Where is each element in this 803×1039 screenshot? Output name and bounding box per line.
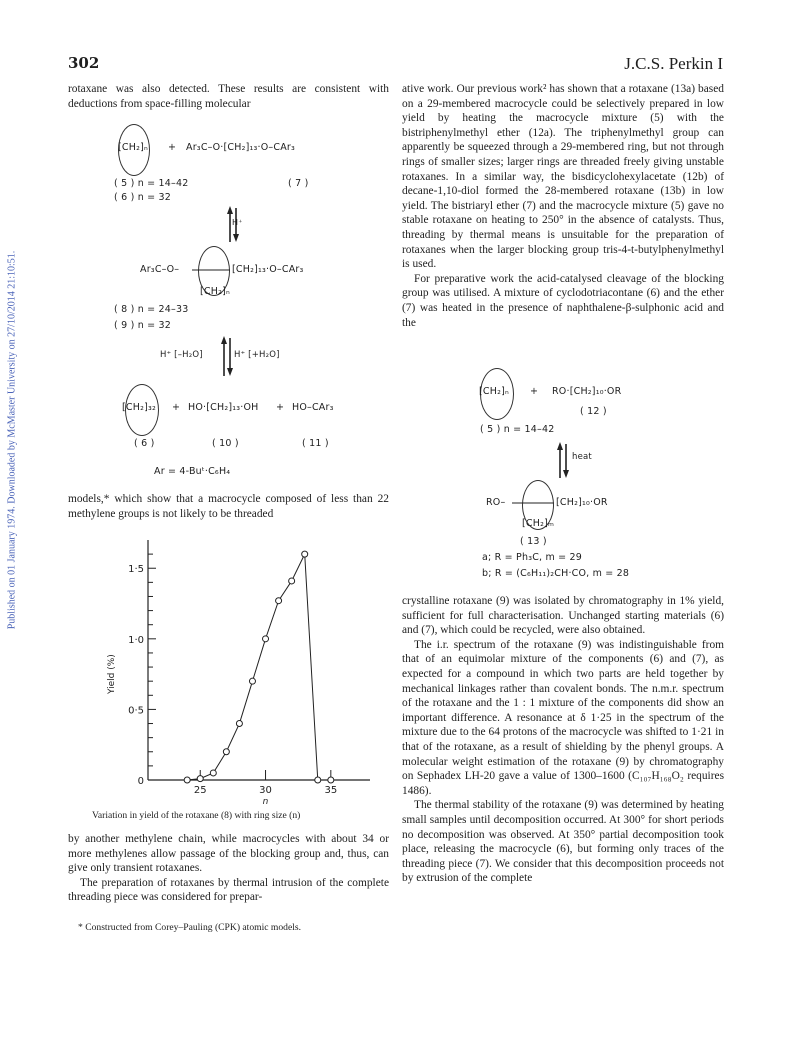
compound-5-label: ( 5 ) n = 14–42 bbox=[114, 178, 189, 189]
condition-right: H⁺ [+H₂O] bbox=[234, 350, 280, 360]
y-tick-label: 1·0 bbox=[128, 634, 144, 646]
h-plus-label: H⁺ bbox=[232, 218, 243, 227]
ring-label-n-2: [CH₂]ₙ bbox=[479, 386, 509, 397]
ring-label-n: [CH₂]ₙ bbox=[118, 142, 148, 153]
journal-name: J.C.S. Perkin I bbox=[624, 54, 723, 73]
ar-definition: Ar = 4-Buᵗ·C₆H₄ bbox=[154, 466, 231, 477]
publication-side-note bbox=[0, 250, 26, 630]
y-tick-label: 1·5 bbox=[128, 564, 144, 576]
bis-ether-formula: Ar₃C–O·[CH₂]₁₃·O–CAr₃ bbox=[186, 142, 296, 153]
x-tick-label: 35 bbox=[324, 785, 338, 796]
rotaxane-13-ring-label: [CH₂]ₘ bbox=[522, 518, 555, 529]
figure-caption: Variation in yield of the rotaxane (8) with ring size (n) bbox=[92, 810, 301, 821]
compound-9-label: ( 9 ) n = 32 bbox=[114, 320, 172, 331]
rotaxane-ring-label: [CH₂]ₙ bbox=[200, 286, 230, 297]
page-number: 302 bbox=[68, 54, 100, 72]
rotaxane-left-group: Ar₃C–O– bbox=[140, 264, 180, 275]
label-11: ( 11 ) bbox=[302, 438, 329, 449]
compound-8-label: ( 8 ) n = 24–33 bbox=[114, 304, 189, 315]
x-tick-label: 25 bbox=[193, 785, 207, 796]
data-point bbox=[289, 578, 295, 584]
y-axis-label: Yield (%) bbox=[107, 654, 117, 695]
plus-sign-3: + bbox=[276, 402, 285, 413]
rotaxane-right-group: [CH₂]₁₃·O–CAr₃ bbox=[232, 264, 304, 275]
right-paragraph-1: ative work. Our previous work² has shown that a rotaxane (13a) based on a 29-membered macrocycle could be selectively prepared in low yield by heating the macrocycle mixture (5) with the bistriphenylmethyl ether (12a). The triphenylmethyl group can apparently be squeezed through a 29-membered ring, but not through rings of smaller sizes; larger rings are threaded freely giving unstable rotaxanes. In a similar way, the bisdicyclohexylacetate (12b) of decane-1,10-diol formed the 28-membered rotaxane (13b) in low yield. The bistriaryl ether (7) and the macrocycle mixture (5) gave no stable rotaxane on heating to 250° in the absence of catalysts. Thus, threading by thermal means is unsuitable for the preparation of rotaxanes when the larger blocking group tris-4-t-butylphenylmethyl is used. bbox=[402, 83, 724, 271]
compound-7-label: ( 7 ) bbox=[288, 178, 309, 189]
data-point bbox=[263, 636, 269, 642]
right-paragraph-5: The thermal stability of the rotaxane (9) was determined by heating small samples until decomposition occurred. At 300° for short periods no decomposition was observed. At 350° partial decomposition took place, releasing the macrocycle (6), but forming only traces of the threading piece (7). We consider that this decomposition proceeds not by extrusion of the complete bbox=[402, 799, 724, 885]
data-point bbox=[302, 551, 308, 557]
y-tick-label: 0 bbox=[137, 776, 144, 787]
rotaxane-13-right: [CH₂]₁₀·OR bbox=[556, 497, 608, 508]
compound-6-label: ( 6 ) n = 32 bbox=[114, 192, 172, 203]
label-10: ( 10 ) bbox=[212, 438, 239, 449]
data-point bbox=[210, 770, 216, 776]
compound-13-label: ( 13 ) bbox=[520, 536, 547, 547]
right-paragraph-3: crystalline rotaxane (9) was isolated by chromatography in 1% yield, sufficient for full characterisation. Unchanged starting materials (6) and (7), which could be recycled, were also obtained. bbox=[402, 595, 724, 637]
left-bottom-text bbox=[68, 832, 389, 905]
rotaxane-13-left: RO– bbox=[486, 497, 506, 508]
left-top-paragraph: rotaxane was also detected. These results are consistent with deductions from space-filling molecular bbox=[68, 83, 389, 110]
thread-line-2 bbox=[512, 501, 556, 505]
plus-sign-s2: + bbox=[530, 386, 539, 397]
data-point bbox=[184, 777, 190, 783]
y-tick-label: 0·5 bbox=[128, 705, 144, 717]
side-note-text: Published on 01 January 1974. Downloaded by McMaster University on 27/10/2014 21:10:51. bbox=[6, 250, 18, 630]
x-axis-label: n bbox=[262, 797, 269, 807]
data-point bbox=[223, 749, 229, 755]
left-top-text bbox=[68, 82, 389, 111]
data-point bbox=[249, 678, 255, 684]
right-paragraph-4: The i.r. spectrum of the rotaxane (9) was indistinguishable from that of an equimolar mixture of the components (6) and (7), as expected for a compound in which two parts are held together by mechanical linkages rather than covalent bonds. The n.m.r. spectrum of the rotaxane and the 1 : 1 mixture of the components did show an important difference. A resonance at δ 1·25 in the spectrum of the mixture due to the 64 protons of the macrocycle was shifted to 1·21 in that of the rotaxane, as a result of shielding by the phenyl groups. A molecular weight estimation of the rotaxane (9) by chromatography on Sephadex LH-20 gave a value of 1300–1600 (C₁₀₇H₁₆₈O₂ requires 1486). bbox=[402, 638, 724, 797]
x-tick-label: 30 bbox=[259, 785, 272, 796]
compound-12-label: ( 12 ) bbox=[580, 406, 607, 417]
compound-5b-label: ( 5 ) n = 14–42 bbox=[480, 424, 555, 435]
footnote: * Constructed from Corey–Pauling (CPK) atomic models. bbox=[78, 922, 302, 933]
data-point bbox=[276, 598, 282, 604]
left-bottom-paragraph-2: The preparation of rotaxanes by thermal intrusion of the complete threading piece was considered for prepar- bbox=[68, 876, 389, 904]
left-mid-paragraph: models,* which show that a macrocycle composed of less than 22 methylene groups is not likely to be threaded bbox=[68, 493, 389, 520]
condition-left: H⁺ [–H₂O] bbox=[160, 350, 203, 360]
left-bottom-paragraph-1: by another methylene chain, while macrocycles with about 34 or more methylenes allow passage of the blocking group and, thus, can give only transient rotaxanes. bbox=[68, 833, 389, 875]
chart-layer bbox=[107, 540, 370, 807]
label-6: ( 6 ) bbox=[134, 438, 155, 449]
definition-b: b; R = (C₆H₁₁)₂CH·CO, m = 28 bbox=[482, 568, 630, 579]
data-point bbox=[328, 777, 334, 783]
diether-formula: RO·[CH₂]₁₀·OR bbox=[552, 386, 622, 397]
thread-line-1 bbox=[192, 268, 232, 272]
left-mid-text bbox=[68, 492, 389, 521]
right-top-text bbox=[402, 82, 724, 330]
right-paragraph-2: For preparative work the acid-catalysed cleavage of the blocking group was utilised. A mixture of cyclodotriacontane (6) and the ether (7) was heated in the presence of naphthalene-β-sulphonic acid and the bbox=[402, 272, 724, 329]
yield-chart bbox=[90, 528, 390, 810]
ring-32-label: [CH₂]₃₂ bbox=[122, 402, 157, 413]
right-bottom-text bbox=[402, 594, 724, 886]
diol-formula: HO·[CH₂]₁₃·OH bbox=[188, 402, 259, 413]
data-point bbox=[236, 721, 242, 727]
yield-series-line bbox=[187, 554, 331, 780]
definition-a: a; R = Ph₃C, m = 29 bbox=[482, 552, 583, 563]
data-point bbox=[197, 776, 203, 782]
data-point bbox=[315, 777, 321, 783]
plus-sign: + bbox=[168, 142, 177, 153]
alcohol-formula: HO–CAr₃ bbox=[292, 402, 334, 413]
plus-sign-2: + bbox=[172, 402, 181, 413]
heat-label: heat bbox=[572, 452, 592, 462]
